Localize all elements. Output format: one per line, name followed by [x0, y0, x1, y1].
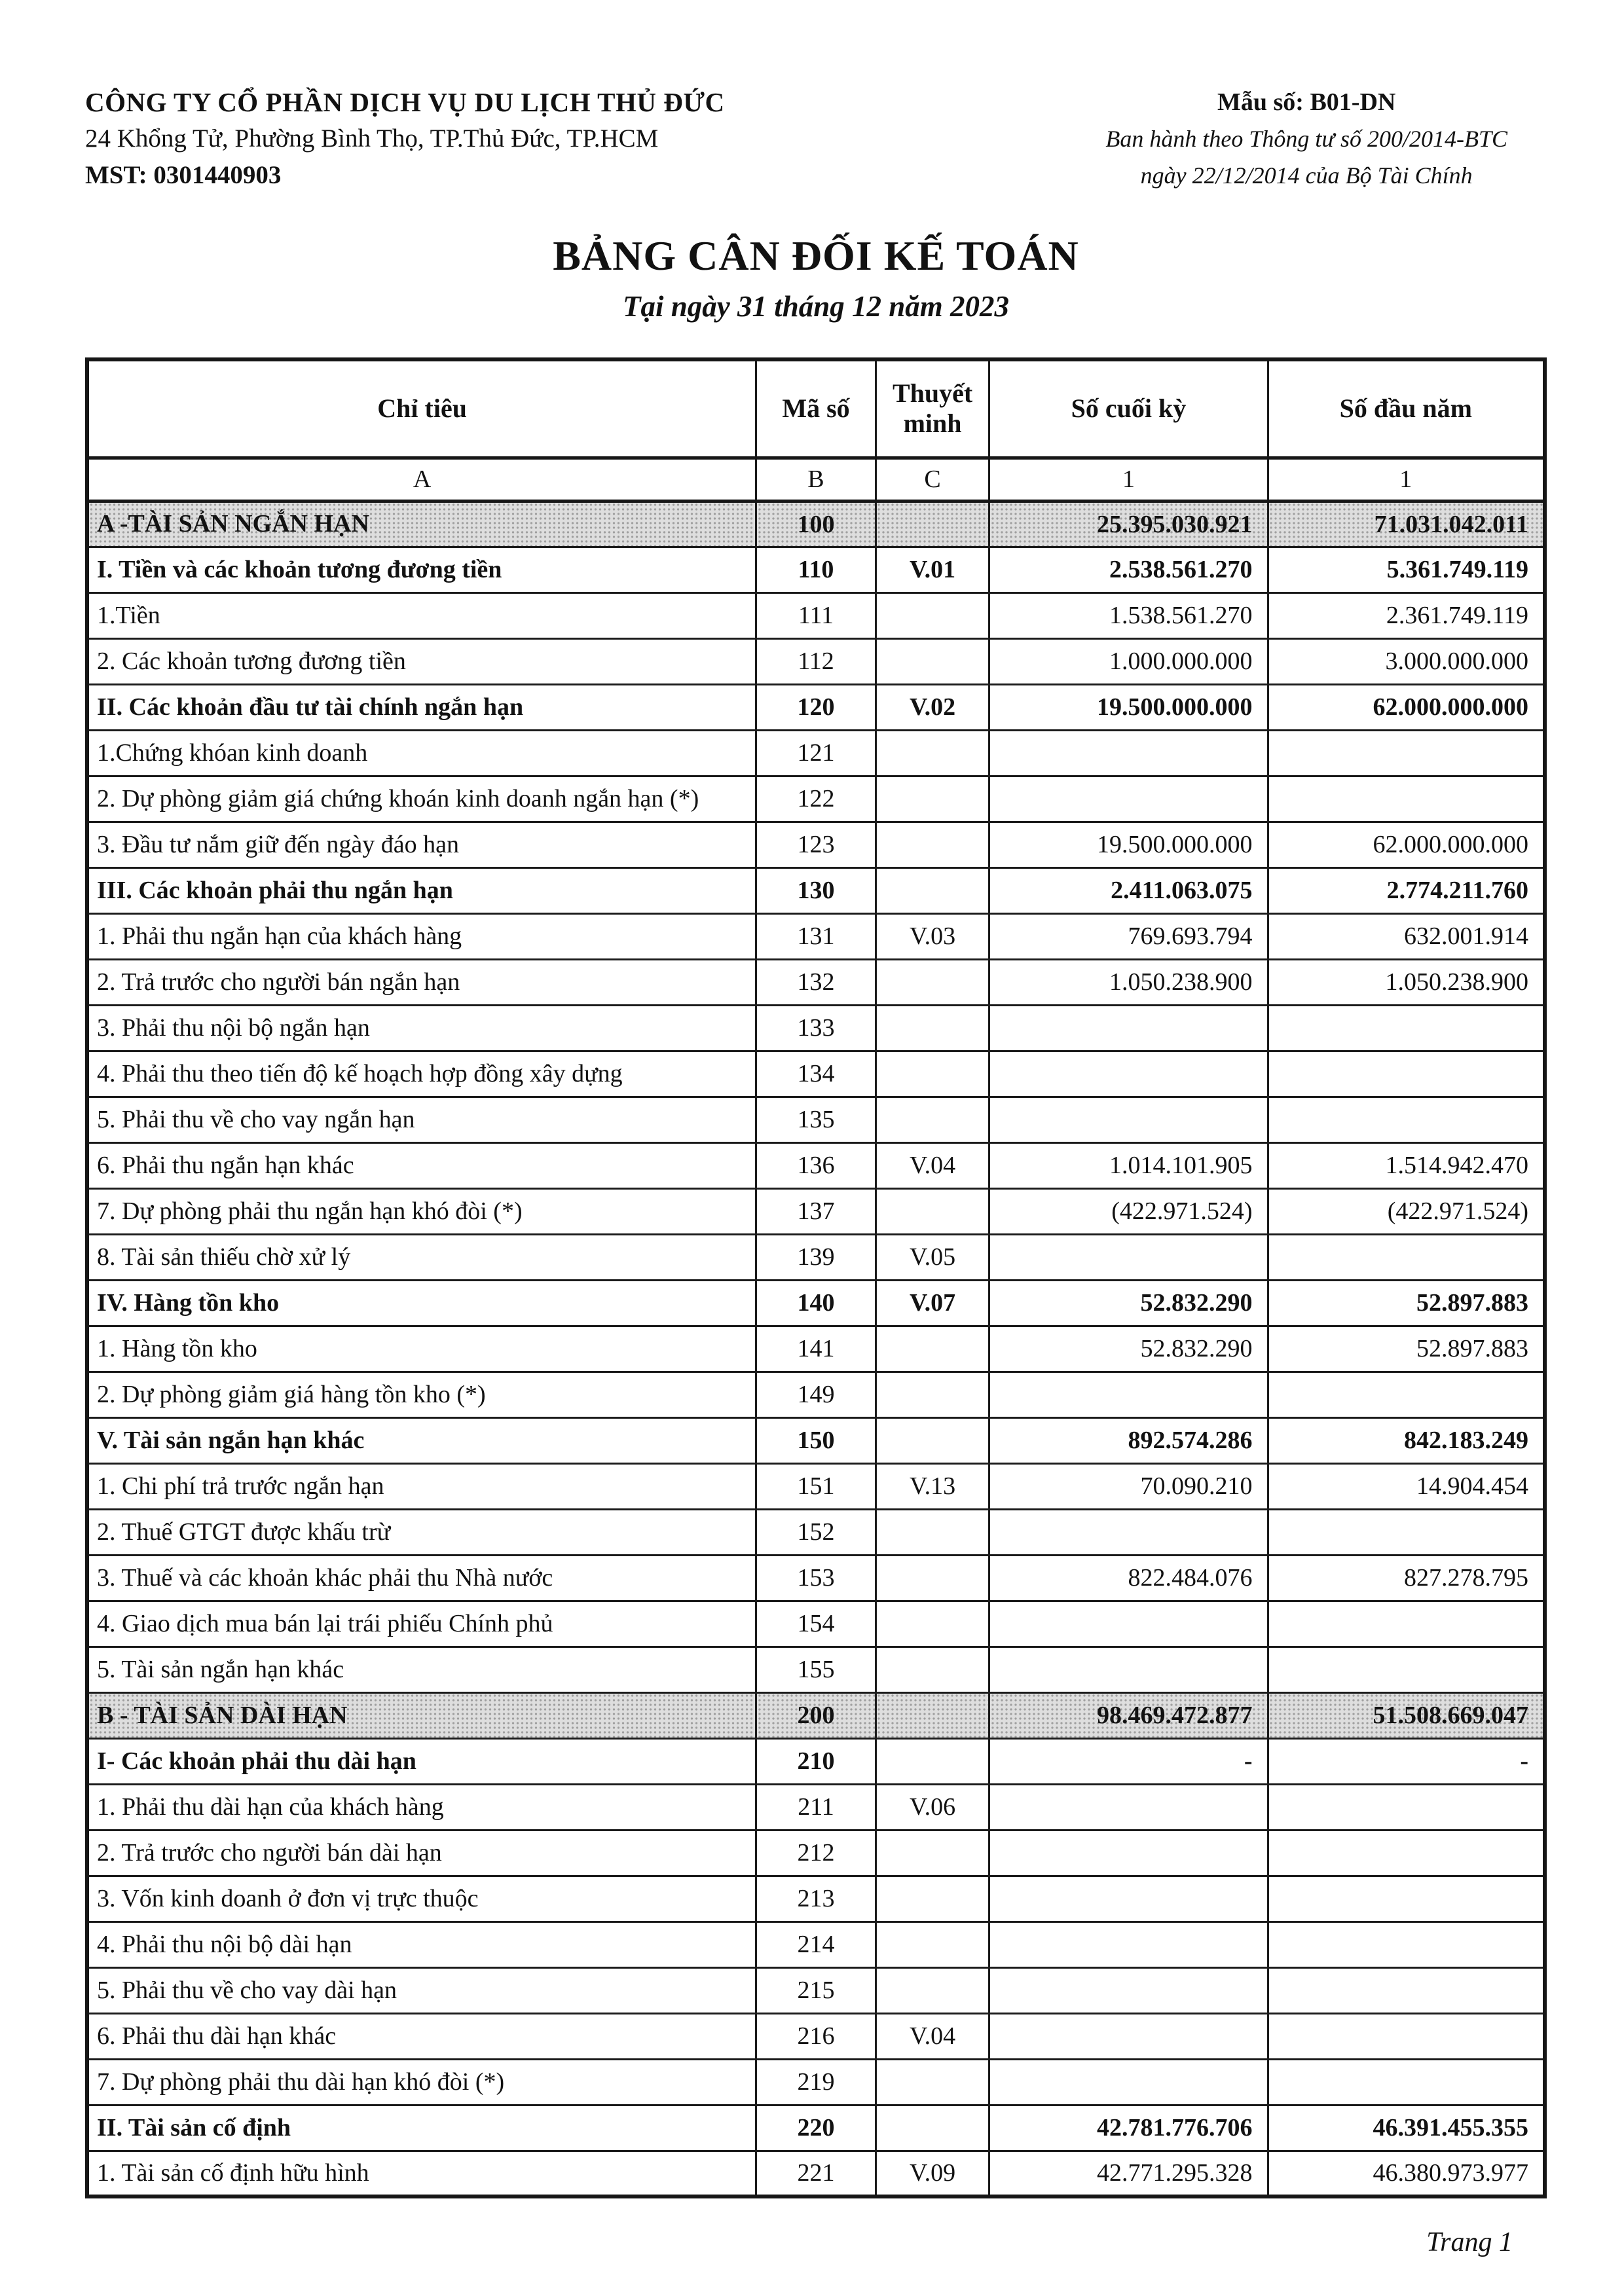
row-label: 2. Trả trước cho người bán ngắn hạn [87, 959, 756, 1005]
row-note [876, 1326, 989, 1372]
row-code: 221 [756, 2151, 876, 2196]
row-code: 211 [756, 1784, 876, 1830]
row-begin-value: 62.000.000.000 [1268, 822, 1545, 867]
row-label: 3. Thuế và các khoản khác phải thu Nhà nước [87, 1555, 756, 1601]
subheader-1-begin: 1 [1268, 458, 1545, 501]
row-code: 100 [756, 501, 876, 547]
subheader-a: A [87, 458, 756, 501]
table-row [87, 1601, 1545, 1647]
table-row [87, 730, 1545, 776]
row-code: 135 [756, 1097, 876, 1142]
row-code: 131 [756, 913, 876, 959]
document-header [85, 84, 1547, 194]
company-name: CÔNG TY CỔ PHẦN DỊCH VỤ DU LỊCH THỦ ĐỨC [85, 87, 725, 117]
row-begin-value: 71.031.042.011 [1268, 501, 1545, 547]
title-block [85, 232, 1547, 323]
header-thuyet-minh: Thuyết minh [876, 359, 989, 458]
row-code: 153 [756, 1555, 876, 1601]
row-note [876, 1372, 989, 1417]
row-end-value [989, 1876, 1268, 1922]
row-code: 215 [756, 1967, 876, 2013]
row-label: 2. Các khoản tương đương tiền [87, 638, 756, 684]
row-end-value: 70.090.210 [989, 1463, 1268, 1509]
row-note: V.06 [876, 1784, 989, 1830]
row-note [876, 2105, 989, 2151]
row-code: 130 [756, 867, 876, 913]
row-note: V.02 [876, 684, 989, 730]
page-title: BẢNG CÂN ĐỐI KẾ TOÁN [553, 232, 1079, 279]
row-note: V.13 [876, 1463, 989, 1509]
row-end-value [989, 1005, 1268, 1051]
row-label: 1. Phải thu ngắn hạn của khách hàng [87, 913, 756, 959]
row-code: 132 [756, 959, 876, 1005]
row-note: V.01 [876, 547, 989, 592]
row-end-value: 98.469.472.877 [989, 1692, 1268, 1738]
table-body [87, 501, 1545, 2196]
row-begin-value: 827.278.795 [1268, 1555, 1545, 1601]
company-address: 24 Khổng Tử, Phường Bình Thọ, TP.Thủ Đức, TP.HCM [85, 124, 659, 153]
row-label: 2. Dự phòng giảm giá hàng tồn kho (*) [87, 1372, 756, 1417]
table-row [87, 1417, 1545, 1463]
table-row [87, 1692, 1545, 1738]
row-code: 123 [756, 822, 876, 867]
row-label: 1.Chứng khóan kinh doanh [87, 730, 756, 776]
subheader-1-end: 1 [989, 458, 1268, 501]
row-begin-value: 1.514.942.470 [1268, 1142, 1545, 1188]
row-code: 112 [756, 638, 876, 684]
row-note [876, 730, 989, 776]
row-note [876, 1967, 989, 2013]
row-end-value: 42.771.295.328 [989, 2151, 1268, 2196]
row-begin-value [1268, 1509, 1545, 1555]
row-end-value: - [989, 1738, 1268, 1784]
row-label: 6. Phải thu ngắn hạn khác [87, 1142, 756, 1188]
row-end-value [989, 1830, 1268, 1876]
table-row [87, 1188, 1545, 1234]
row-label: B - TÀI SẢN DÀI HẠN [87, 1692, 756, 1738]
row-note: V.04 [876, 1142, 989, 1188]
table-row [87, 2013, 1545, 2059]
row-code: 216 [756, 2013, 876, 2059]
row-end-value [989, 1922, 1268, 1967]
row-end-value [989, 1051, 1268, 1097]
row-code: 120 [756, 684, 876, 730]
row-begin-value: 3.000.000.000 [1268, 638, 1545, 684]
row-end-value: 52.832.290 [989, 1280, 1268, 1326]
row-note: V.03 [876, 913, 989, 959]
row-code: 133 [756, 1005, 876, 1051]
table-row [87, 1967, 1545, 2013]
row-end-value [989, 1647, 1268, 1692]
table-row [87, 1051, 1545, 1097]
table-row [87, 1280, 1545, 1326]
row-label: 1. Phải thu dài hạn của khách hàng [87, 1784, 756, 1830]
table-row [87, 2105, 1545, 2151]
row-label: 2. Thuế GTGT được khấu trừ [87, 1509, 756, 1555]
table-row [87, 1142, 1545, 1188]
page-number: Trang 1 [1426, 2227, 1513, 2257]
table-row [87, 776, 1545, 822]
row-end-value: 1.050.238.900 [989, 959, 1268, 1005]
row-note [876, 1509, 989, 1555]
row-begin-value: (422.971.524) [1268, 1188, 1545, 1234]
row-note [876, 1188, 989, 1234]
row-label: 5. Phải thu về cho vay ngắn hạn [87, 1097, 756, 1142]
row-label: 4. Giao dịch mua bán lại trái phiếu Chính phủ [87, 1601, 756, 1647]
row-code: 214 [756, 1922, 876, 1967]
table-row [87, 1830, 1545, 1876]
row-begin-value: 2.774.211.760 [1268, 867, 1545, 913]
row-note [876, 1555, 989, 1601]
table-row [87, 1555, 1545, 1601]
row-note [876, 1922, 989, 1967]
row-label: 4. Phải thu nội bộ dài hạn [87, 1922, 756, 1967]
row-code: 212 [756, 1830, 876, 1876]
table-row [87, 2151, 1545, 2196]
row-begin-value [1268, 1051, 1545, 1097]
row-label: 5. Tài sản ngắn hạn khác [87, 1647, 756, 1692]
row-begin-value: 51.508.669.047 [1268, 1692, 1545, 1738]
row-end-value [989, 1967, 1268, 2013]
table-row [87, 501, 1545, 547]
row-begin-value: 1.050.238.900 [1268, 959, 1545, 1005]
form-issued-line1: Ban hành theo Thông tư số 200/2014-BTC [1105, 126, 1507, 152]
row-begin-value: 46.380.973.977 [1268, 2151, 1545, 2196]
table-row [87, 1876, 1545, 1922]
row-end-value: 1.538.561.270 [989, 592, 1268, 638]
row-note [876, 1830, 989, 1876]
row-end-value [989, 730, 1268, 776]
table-row [87, 822, 1545, 867]
row-label: 2. Dự phòng giảm giá chứng khoán kinh doanh ngắn hạn (*) [87, 776, 756, 822]
row-begin-value: 62.000.000.000 [1268, 684, 1545, 730]
row-label: 5. Phải thu về cho vay dài hạn [87, 1967, 756, 2013]
row-note [876, 867, 989, 913]
balance-sheet-table [85, 357, 1547, 2198]
row-code: 152 [756, 1509, 876, 1555]
row-begin-value [1268, 1922, 1545, 1967]
table-row [87, 547, 1545, 592]
row-end-value: 2.411.063.075 [989, 867, 1268, 913]
row-label: IV. Hàng tồn kho [87, 1280, 756, 1326]
row-note: V.07 [876, 1280, 989, 1326]
row-note: V.05 [876, 1234, 989, 1280]
header-chi-tieu: Chỉ tiêu [87, 359, 756, 458]
row-note [876, 638, 989, 684]
row-label: 6. Phải thu dài hạn khác [87, 2013, 756, 2059]
row-begin-value [1268, 1830, 1545, 1876]
row-note [876, 1692, 989, 1738]
company-tax-id: MST: 0301440903 [85, 161, 282, 189]
row-note [876, 1417, 989, 1463]
row-begin-value [1268, 2013, 1545, 2059]
row-code: 151 [756, 1463, 876, 1509]
row-label: I. Tiền và các khoản tương đương tiền [87, 547, 756, 592]
row-note [876, 501, 989, 547]
row-note [876, 2059, 989, 2105]
row-code: 219 [756, 2059, 876, 2105]
table-row [87, 592, 1545, 638]
subheader-c: C [876, 458, 989, 501]
form-info-block [1105, 84, 1547, 194]
row-end-value [989, 1509, 1268, 1555]
table-row [87, 1463, 1545, 1509]
row-note [876, 592, 989, 638]
row-label: III. Các khoản phải thu ngắn hạn [87, 867, 756, 913]
row-begin-value [1268, 1234, 1545, 1280]
row-begin-value [1268, 1967, 1545, 2013]
table-row [87, 684, 1545, 730]
row-note: V.04 [876, 2013, 989, 2059]
row-label: II. Các khoản đầu tư tài chính ngắn hạn [87, 684, 756, 730]
row-code: 200 [756, 1692, 876, 1738]
row-label: 1. Chi phí trả trước ngắn hạn [87, 1463, 756, 1509]
row-end-value: 2.538.561.270 [989, 547, 1268, 592]
row-begin-value [1268, 1647, 1545, 1692]
table-subheader-row [87, 458, 1545, 501]
row-begin-value: 14.904.454 [1268, 1463, 1545, 1509]
table-row [87, 1922, 1545, 1967]
row-begin-value: - [1268, 1738, 1545, 1784]
row-begin-value: 632.001.914 [1268, 913, 1545, 959]
row-label: 1. Hàng tồn kho [87, 1326, 756, 1372]
table-row [87, 638, 1545, 684]
row-begin-value [1268, 1097, 1545, 1142]
row-label: V. Tài sản ngắn hạn khác [87, 1417, 756, 1463]
row-end-value: 892.574.286 [989, 1417, 1268, 1463]
row-end-value [989, 2059, 1268, 2105]
row-begin-value [1268, 776, 1545, 822]
row-label: 3. Phải thu nội bộ ngắn hạn [87, 1005, 756, 1051]
row-label: 4. Phải thu theo tiến độ kế hoạch hợp đồng xây dựng [87, 1051, 756, 1097]
row-end-value [989, 1234, 1268, 1280]
row-label: 3. Vốn kinh doanh ở đơn vị trực thuộc [87, 1876, 756, 1922]
row-begin-value [1268, 1784, 1545, 1830]
row-label: I- Các khoản phải thu dài hạn [87, 1738, 756, 1784]
row-label: II. Tài sản cố định [87, 2105, 756, 2151]
row-code: 110 [756, 547, 876, 592]
row-label: 8. Tài sản thiếu chờ xử lý [87, 1234, 756, 1280]
table-row [87, 1784, 1545, 1830]
header-ma-so: Mã số [756, 359, 876, 458]
row-label: 1.Tiền [87, 592, 756, 638]
row-note [876, 1005, 989, 1051]
table-row [87, 867, 1545, 913]
company-block [85, 84, 725, 194]
row-end-value: 822.484.076 [989, 1555, 1268, 1601]
table-row [87, 2059, 1545, 2105]
row-end-value: 52.832.290 [989, 1326, 1268, 1372]
table-row [87, 1326, 1545, 1372]
row-end-value [989, 1784, 1268, 1830]
row-begin-value [1268, 730, 1545, 776]
table-row [87, 1509, 1545, 1555]
row-note [876, 1738, 989, 1784]
header-so-cuoi-ky: Số cuối kỳ [989, 359, 1268, 458]
row-begin-value [1268, 1372, 1545, 1417]
row-end-value [989, 2013, 1268, 2059]
row-label: 7. Dự phòng phải thu ngắn hạn khó đòi (*) [87, 1188, 756, 1234]
row-code: 134 [756, 1051, 876, 1097]
row-note [876, 1876, 989, 1922]
row-note [876, 776, 989, 822]
row-begin-value [1268, 1005, 1545, 1051]
row-code: 121 [756, 730, 876, 776]
table-header-row [87, 359, 1545, 458]
row-code: 155 [756, 1647, 876, 1692]
row-begin-value: 842.183.249 [1268, 1417, 1545, 1463]
row-begin-value: 52.897.883 [1268, 1280, 1545, 1326]
row-begin-value [1268, 2059, 1545, 2105]
table-row [87, 1005, 1545, 1051]
row-code: 137 [756, 1188, 876, 1234]
row-label: 2. Trả trước cho người bán dài hạn [87, 1830, 756, 1876]
row-code: 136 [756, 1142, 876, 1188]
row-begin-value: 46.391.455.355 [1268, 2105, 1545, 2151]
row-begin-value: 52.897.883 [1268, 1326, 1545, 1372]
row-code: 111 [756, 592, 876, 638]
row-note [876, 1051, 989, 1097]
form-issued-line2: ngày 22/12/2014 của Bộ Tài Chính [1140, 162, 1473, 189]
row-note [876, 1647, 989, 1692]
row-label: 7. Dự phòng phải thu dài hạn khó đòi (*) [87, 2059, 756, 2105]
form-number: Mẫu số: B01-DN [1217, 88, 1396, 116]
table-row [87, 1372, 1545, 1417]
table-row [87, 1738, 1545, 1784]
subheader-b: B [756, 458, 876, 501]
row-end-value [989, 776, 1268, 822]
row-begin-value [1268, 1601, 1545, 1647]
row-end-value [989, 1601, 1268, 1647]
row-label: A -TÀI SẢN NGẮN HẠN [87, 501, 756, 547]
row-end-value: 1.014.101.905 [989, 1142, 1268, 1188]
row-label: 3. Đầu tư nắm giữ đến ngày đáo hạn [87, 822, 756, 867]
row-end-value: 769.693.794 [989, 913, 1268, 959]
row-code: 210 [756, 1738, 876, 1784]
row-note [876, 822, 989, 867]
row-note [876, 1601, 989, 1647]
row-end-value: 19.500.000.000 [989, 822, 1268, 867]
row-code: 140 [756, 1280, 876, 1326]
row-begin-value: 2.361.749.119 [1268, 592, 1545, 638]
row-note [876, 959, 989, 1005]
table-row [87, 1647, 1545, 1692]
row-code: 220 [756, 2105, 876, 2151]
row-code: 213 [756, 1876, 876, 1922]
row-note [876, 1097, 989, 1142]
row-end-value: 25.395.030.921 [989, 501, 1268, 547]
row-code: 122 [756, 776, 876, 822]
table-row [87, 1234, 1545, 1280]
row-begin-value [1268, 1876, 1545, 1922]
table-row [87, 1097, 1545, 1142]
row-end-value: 19.500.000.000 [989, 684, 1268, 730]
row-label: 1. Tài sản cố định hữu hình [87, 2151, 756, 2196]
table-row [87, 913, 1545, 959]
row-note: V.09 [876, 2151, 989, 2196]
row-code: 141 [756, 1326, 876, 1372]
row-code: 150 [756, 1417, 876, 1463]
row-end-value: 42.781.776.706 [989, 2105, 1268, 2151]
row-end-value [989, 1097, 1268, 1142]
row-code: 149 [756, 1372, 876, 1417]
header-so-dau-nam: Số đầu năm [1268, 359, 1545, 458]
row-end-value [989, 1372, 1268, 1417]
row-end-value: 1.000.000.000 [989, 638, 1268, 684]
row-end-value: (422.971.524) [989, 1188, 1268, 1234]
row-code: 139 [756, 1234, 876, 1280]
table-row [87, 959, 1545, 1005]
row-code: 154 [756, 1601, 876, 1647]
row-begin-value: 5.361.749.119 [1268, 547, 1545, 592]
page-subtitle: Tại ngày 31 tháng 12 năm 2023 [622, 290, 1010, 323]
